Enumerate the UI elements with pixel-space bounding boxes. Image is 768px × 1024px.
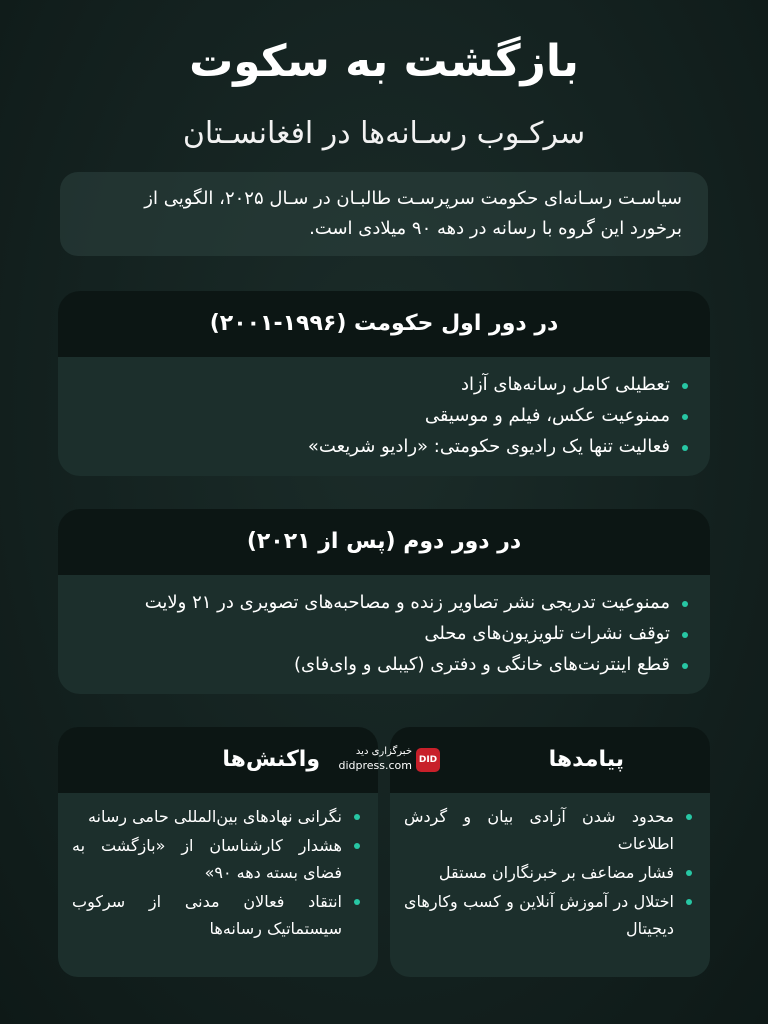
reactions-list — [58, 793, 378, 942]
bullet-icon — [682, 663, 688, 669]
bullet-icon — [354, 899, 360, 905]
list-item-text: انتقاد فعالان مدنی از سرکوب سیستماتیک رسانه‌ها — [72, 892, 342, 938]
list-item-text: فشار مضاعف بر خبرنگاران مستقل — [438, 863, 674, 882]
list-item-text: توقف نشرات تلویزیون‌های محلی — [424, 623, 670, 644]
intro-line-2: برخورد این گروه با رسانه در دهه ۹۰ میلادی است. — [309, 218, 682, 239]
logo-domain: didpress.com — [338, 759, 412, 772]
logo-name: خبرگزاری دید — [355, 746, 412, 757]
page-subtitle: سرکـوب رسـانه‌ها در افغانسـتان — [182, 116, 586, 151]
list-item — [76, 369, 688, 400]
first-era-heading: در دور اول حکومت (۱۹۹۶-۲۰۰۱) — [58, 291, 710, 357]
consequences-heading: پیامدها — [390, 727, 710, 793]
bullet-icon — [686, 870, 692, 876]
list-item-text: ممنوعیت عکس، فیلم و موسیقی — [424, 405, 670, 426]
did-logo-icon: DID — [416, 748, 440, 772]
list-item-text: ممنوعیت تدریجی نشر تصاویر زنده و مصاحبه‌های تصویری در ۲۱ ولایت — [144, 592, 670, 613]
page-title: بازگشت به سکوت — [189, 36, 579, 87]
list-item — [404, 888, 692, 942]
reactions-heading: واکنش‌ها — [58, 727, 378, 793]
list-item-text: اختلال در آموزش آنلاین و کسب وکارهای دیجیتال — [404, 892, 674, 938]
list-item — [404, 803, 692, 857]
second-era-heading: در دور دوم (پس از ۲۰۲۱) — [58, 509, 710, 575]
second-era-list — [58, 575, 710, 680]
first-era-panel — [58, 291, 710, 476]
list-item — [72, 888, 360, 942]
bullet-icon — [682, 601, 688, 607]
list-item-text: قطع اینترنت‌های خانگی و دفتری (کیبلی و وای‌فای) — [294, 654, 670, 675]
bullet-icon — [686, 814, 692, 820]
first-era-list — [58, 357, 710, 462]
list-item — [72, 803, 360, 830]
list-item — [76, 400, 688, 431]
list-item-text: محدود شدن آزادی بیان و گردش اطلاعات — [404, 807, 674, 853]
consequences-list — [390, 793, 710, 942]
list-item — [76, 431, 688, 462]
bullet-icon — [686, 899, 692, 905]
list-item — [404, 859, 692, 886]
list-item-text: هشدار کارشناسان از «بازگشت به فضای بسته دهه ۹۰» — [72, 836, 342, 882]
list-item-text: نگرانی نهادهای بین‌المللی حامی رسانه — [87, 807, 342, 826]
list-item — [76, 618, 688, 649]
list-item — [76, 587, 688, 618]
list-item-text: فعالیت تنها یک رادیوی حکومتی: «رادیو شریعت» — [307, 436, 670, 457]
second-era-panel — [58, 509, 710, 694]
intro-box — [60, 172, 708, 256]
bullet-icon — [682, 414, 688, 420]
bullet-icon — [682, 383, 688, 389]
bullet-icon — [354, 814, 360, 820]
bullet-icon — [682, 632, 688, 638]
list-item — [76, 649, 688, 680]
list-item — [72, 832, 360, 886]
bullet-icon — [682, 445, 688, 451]
didpress-logo — [326, 744, 440, 776]
list-item-text: تعطیلی کامل رسانه‌های آزاد — [460, 374, 670, 395]
intro-line-1: سیاسـت رسـانه‌ای حکومت سرپرسـت طالبـان در سـال ۲۰۲۵، الگویی از — [144, 188, 682, 209]
bullet-icon — [354, 843, 360, 849]
